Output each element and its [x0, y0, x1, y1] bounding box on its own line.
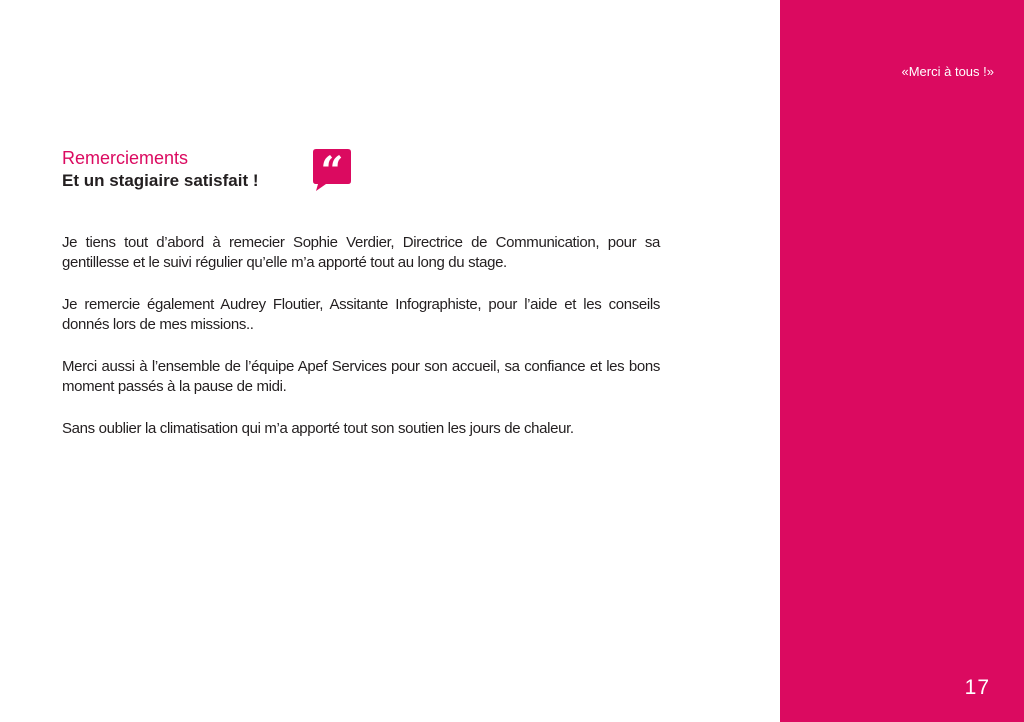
section-title: Remerciements	[62, 148, 189, 168]
paragraph: Merci aussi à l’ensemble de l’équipe Apef Services pour son accueil, sa confiance et les bons moment passés à la pause de midi.	[62, 358, 660, 395]
body-text	[62, 233, 660, 461]
paragraph: Sans oublier la climatisation qui m’a apporté tout son soutien les jours de chaleur.	[62, 420, 574, 437]
section-subtitle: Et un stagiaire satisfait !	[62, 171, 259, 190]
paragraph: Je remercie également Audrey Floutier, Assitante Infographiste, pour l’aide et les conseils donnés lors de mes missions..	[62, 296, 660, 333]
paragraph: Je tiens tout d’abord à remecier Sophie Verdier, Directrice de Communication, pour sa gentillesse et le suivi régulier qu’elle m’a apporté tout au long du stage.	[62, 234, 660, 271]
quote-glyph: “	[320, 148, 344, 192]
page-tagline: «Merci à tous !»	[901, 64, 994, 79]
quote-bubble-icon	[312, 148, 352, 192]
page-number: 17	[964, 676, 990, 699]
section-heading	[62, 147, 259, 193]
accent-sidebar	[780, 0, 1024, 722]
